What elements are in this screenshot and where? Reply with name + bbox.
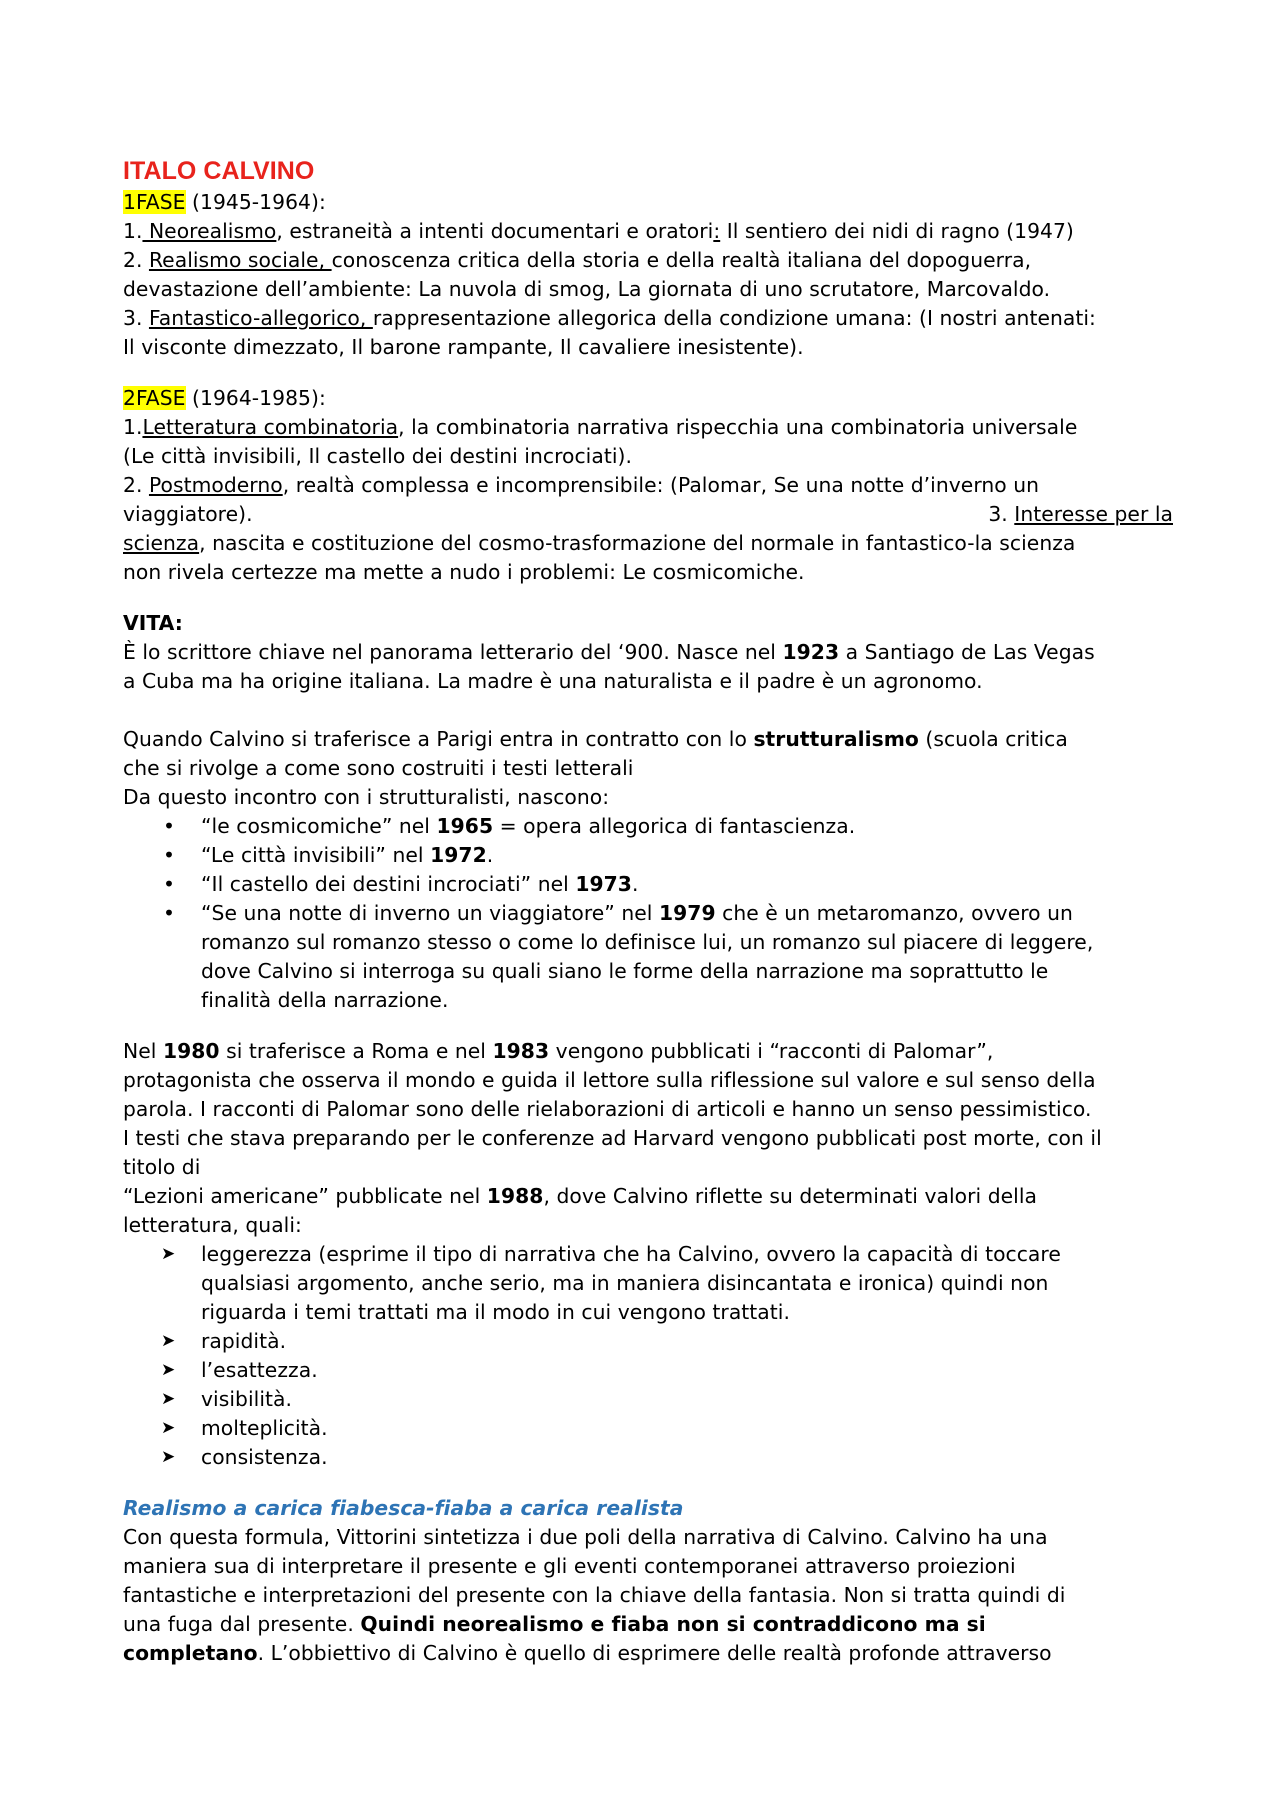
fase2-heading: 2FASE (1964-1985): (123, 386, 326, 410)
vita-paragraph-2: Quando Calvino si traferisce a Parigi entra in contratto con lo strutturalismo (scuola critica che si rivolge a come sono costruiti i testi letterali Da questo incontro con i strutturalisti, nascono: (123, 727, 1068, 809)
arrow-bullet-icon: ➤ (161, 1389, 176, 1409)
works-bullet-list (123, 812, 1173, 1015)
arrow-bullet-icon: ➤ (161, 1244, 176, 1264)
bullet-icon: • (163, 843, 176, 867)
fase2-item-3: scienza, nascita e costituzione del cosmo-trasformazione del normale in fantastico-la scienza non rivela certezze ma mette a nudo i problemi: Le cosmicomiche. (123, 531, 1076, 584)
vita-paragraph-4: “Lezioni americane” pubblicate nel 1988, dove Calvino riflette su determinati valori della letteratura, quali: (123, 1184, 1038, 1237)
fase2-item-2: 2. Postmoderno, realtà complessa e incomprensibile: (Palomar, Se una notte d’inverno un (123, 473, 1040, 497)
realismo-paragraph: Con questa formula, Vittorini sintetizza i due poli della narrativa di Calvino. Calvino ha una maniera sua di interpretare il presente e gli eventi contemporanei attraverso proiezioni fantastiche e interpretazioni del presente con la chiave della fantasia. Non si tratta quindi di una fuga dal presente. Quindi neorealismo e fiaba non si contraddicono ma si completano. L’obbiettivo di Calvino è quello di esprimere delle realtà profonde attraverso (123, 1525, 1066, 1665)
bullet-icon: • (163, 901, 176, 925)
vita-paragraph-1: È lo scrittore chiave nel panorama letterario del ‘900. Nasce nel 1923 a Santiago de Las Vegas a Cuba ma ha origine italiana. La madre è una naturalista e il padre è un agronomo. (123, 640, 1095, 693)
document-page (123, 150, 1173, 1668)
bullet-icon: • (163, 872, 176, 896)
list-item: ➤ l’esattezza. (123, 1356, 1173, 1385)
list-item: • “Il castello dei destini incrociati” nel 1973. (123, 870, 1173, 899)
fase2-label: 2FASE (123, 386, 186, 410)
arrow-bullet-icon: ➤ (161, 1360, 176, 1380)
realismo-heading: Realismo a carica fiabesca-fiaba a carica realista (123, 1496, 684, 1520)
fase1-item-1: 1. Neorealismo, estraneità a intenti documentari e oratori: Il sentiero dei nidi di ragno (1947) (123, 219, 1074, 243)
fase1-label: 1FASE (123, 190, 186, 214)
list-item: ➤ visibilità. (123, 1385, 1173, 1414)
list-item: • “le cosmicomiche” nel 1965 = opera allegorica di fantascienza. (123, 812, 1173, 841)
bullet-icon: • (163, 814, 176, 838)
vita-heading: VITA: (123, 611, 183, 635)
list-item: ➤ consistenza. (123, 1443, 1173, 1472)
vita-paragraph-3: Nel 1980 si traferisce a Roma e nel 1983 vengono pubblicati i “racconti di Palomar”, protagonista che osserva il mondo e guida il lettore sulla riflessione sul valore e sul senso della parola. I racconti di Palomar sono delle rielaborazioni di articoli e hanno un senso pessimistico. I testi che stava preparando per le conferenze ad Harvard vengono pubblicati post morte, con il titolo di (123, 1039, 1102, 1179)
list-item: ➤ molteplicità. (123, 1414, 1173, 1443)
fase1-heading: 1FASE (1945-1964): (123, 190, 326, 214)
arrow-bullet-icon: ➤ (161, 1331, 176, 1351)
page-title: ITALO CALVINO (123, 157, 315, 185)
values-arrow-list (123, 1240, 1173, 1472)
list-item: • “Le città invisibili” nel 1972. (123, 841, 1173, 870)
list-item: • “Se una notte di inverno un viaggiatore” nel 1979 che è un metaromanzo, ovvero un romanzo sul romanzo stesso o come lo definisce lui, un romanzo sul piacere di leggere, dove Calvino si interroga su quali siano le forme della narrazione ma soprattutto le finalità della narrazione. (163, 901, 1094, 1012)
list-item: ➤ leggerezza (esprime il tipo di narrativa che ha Calvino, ovvero la capacità di toccare qualsiasi argomento, anche serio, ma in maniera disincantata e ironica) quindi non riguarda i temi trattati ma il modo in cui vengono trattati. (161, 1242, 1061, 1324)
fase2-item-2-3-row: viaggiatore). 3. Interesse per la (123, 502, 1173, 526)
list-item: ➤ rapidità. (123, 1327, 1173, 1356)
arrow-bullet-icon: ➤ (161, 1447, 176, 1467)
fase1-item-2: 2. Realismo sociale, conoscenza critica della storia e della realtà italiana del dopoguerra, devastazione dell’ambiente: La nuvola di smog, La giornata di uno scrutatore, Marcovaldo. (123, 248, 1051, 301)
arrow-bullet-icon: ➤ (161, 1418, 176, 1438)
fase2-item-1: 1.Letteratura combinatoria, la combinatoria narrativa rispecchia una combinatoria universale (Le città invisibili, Il castello dei destini incrociati). (123, 415, 1078, 468)
fase1-item-3: 3. Fantastico-allegorico, rappresentazione allegorica della condizione umana: (I nostri antenati: Il visconte dimezzato, Il barone rampante, Il cavaliere inesistente). (123, 306, 1096, 359)
